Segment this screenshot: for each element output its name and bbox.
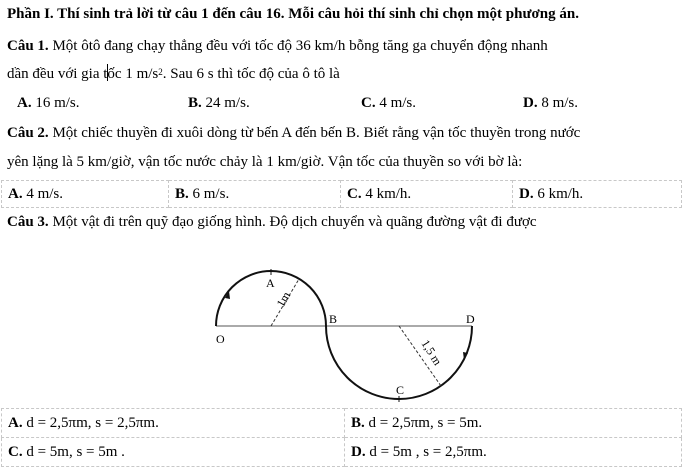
option-key: D.: [523, 95, 538, 111]
point-label-o: O: [216, 332, 225, 346]
question-1-text-part: . Sau 6 s thì tốc độ của ô tô là: [162, 66, 340, 82]
option-text: 8 m/s.: [537, 95, 579, 111]
q3-option-b[interactable]: [345, 409, 682, 438]
question-1-text-part: dần đều với gia t: [7, 66, 108, 82]
option-key: B.: [175, 185, 189, 202]
option-text: 24 m/s.: [201, 95, 250, 111]
option-key: A.: [17, 95, 32, 111]
option-key: A.: [8, 185, 23, 202]
point-label-c: C: [396, 383, 405, 397]
option-text: 6 m/s.: [188, 185, 230, 202]
superscript: 2: [158, 67, 163, 77]
point-label-b: B: [329, 312, 338, 326]
q3-option-d[interactable]: [345, 438, 682, 467]
q3-option-a[interactable]: [2, 409, 345, 438]
option-text: 4 m/s.: [22, 185, 64, 202]
question-3-text: Một vật đi trên quỹ đạo giống hình. Độ dịch chuyển và quãng đường vật đi được: [48, 214, 537, 230]
option-text: 4 km/h.: [361, 185, 412, 202]
option-text: 4 m/s.: [375, 95, 417, 111]
question-3-options-table: [1, 408, 682, 467]
section-header: Phần I. Thí sinh trả lời từ câu 1 đến câu 16. Mỗi câu hỏi thí sinh chỉ chọn một phương án.: [7, 6, 579, 22]
option-text: 16 m/s.: [31, 95, 80, 111]
radius-1-label: 1m: [273, 289, 294, 310]
q3-option-c[interactable]: [2, 438, 345, 467]
option-key: C.: [8, 443, 23, 460]
question-1-label: Câu 1.: [7, 38, 49, 54]
question-1-text: Một ôtô đang chạy thẳng đều với tốc độ 36 km/h bỗng tăng ga chuyển động nhanh: [48, 38, 548, 54]
option-text: 6 km/h.: [533, 185, 584, 202]
option-key: B.: [188, 95, 202, 111]
radius-2-label: 1,5 m: [418, 337, 445, 368]
question-3-label: Câu 3.: [7, 214, 49, 230]
question-2-label: Câu 2.: [7, 125, 49, 141]
question-2-line-2: yên lặng là 5 km/giờ, vận tốc nước chảy là 1 km/giờ. Vận tốc của thuyền so với bờ là:: [7, 154, 523, 170]
option-key: B.: [351, 414, 365, 431]
question-2-text: Một chiếc thuyền đi xuôi dòng từ bến A đến bến B. Biết rằng vận tốc thuyền trong nước: [48, 125, 581, 141]
option-text: d = 5m, s = 5m .: [22, 443, 125, 460]
question-1-text-part: ốc 1 m/s: [107, 66, 159, 82]
option-text: d = 2,5πm, s = 5m.: [364, 414, 483, 431]
option-key: C.: [361, 95, 376, 111]
option-key: D.: [351, 443, 366, 460]
option-key: A.: [8, 414, 23, 431]
point-label-a: A: [266, 276, 275, 290]
option-text: d = 2,5πm, s = 2,5πm.: [22, 414, 159, 431]
option-text: d = 5m , s = 2,5πm.: [365, 443, 487, 460]
option-key: D.: [519, 185, 534, 202]
option-key: C.: [347, 185, 362, 202]
point-label-d: D: [466, 312, 475, 326]
